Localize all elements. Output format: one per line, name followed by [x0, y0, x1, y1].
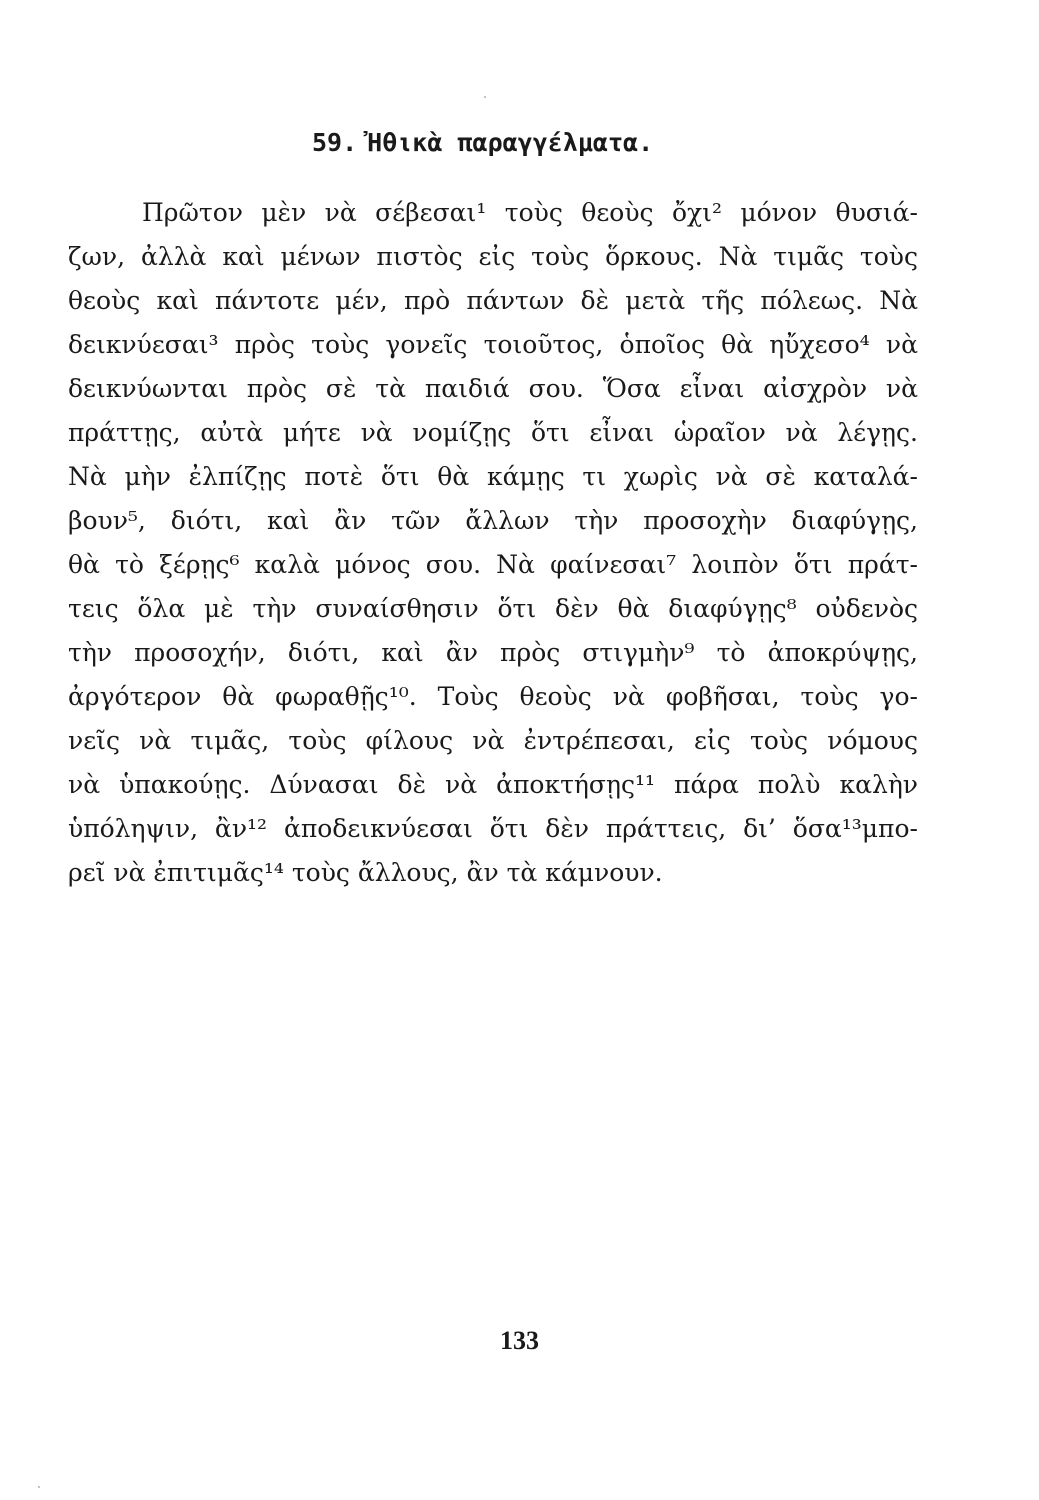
section-title: Ἠθικὰ παραγγέλματα.: [367, 128, 654, 157]
text-line: δεικνύωνται πρὸς σὲ τὰ παιδιά σου. Ὅσα εἶναι αἰσχρὸν νὰ: [68, 374, 918, 403]
text-line: ρεῖ νὰ ἐπιτιμᾶς¹⁴ τοὺς ἄλλους, ἂν τὰ κάμνουν.: [68, 858, 663, 887]
text-line: Νὰ μὴν ἐλπίζῃς ποτὲ ὅτι θὰ κάμῃς τι χωρὶς νὰ σὲ καταλά-: [68, 462, 918, 491]
section-heading: [312, 128, 653, 157]
text-line: ἀργότερον θὰ φωραθῇς¹⁰. Τοὺς θεοὺς νὰ φοβῆσαι, τοὺς γο-: [68, 682, 918, 711]
page-number: 133: [500, 1326, 539, 1355]
section-number: 59.: [312, 128, 358, 157]
text-line: τεις ὅλα μὲ τὴν συναίσθησιν ὅτι δὲν θὰ διαφύγῃς⁸ οὐδενὸς: [68, 594, 918, 623]
text-line: Πρῶτον μὲν νὰ σέβεσαι¹ τοὺς θεοὺς ὄχι² μόνον θυσιά-: [142, 198, 918, 227]
text-line: πράττῃς, αὐτὰ μήτε νὰ νομίζῃς ὅτι εἶναι ὡραῖον νὰ λέγῃς.: [68, 418, 918, 447]
text-line: νεῖς νὰ τιμᾶς, τοὺς φίλους νὰ ἐντρέπεσαι, εἰς τοὺς νόμους: [68, 726, 918, 755]
text-line: νὰ ὑπακούῃς. Δύνασαι δὲ νὰ ἀποκτήσῃς¹¹ πάρα πολὺ καλὴν: [68, 770, 918, 799]
text-line: τὴν προσοχήν, διότι, καὶ ἂν πρὸς στιγμὴν⁹ τὸ ἀποκρύψῃς,: [68, 638, 918, 667]
text-line: ὑπόληψιν, ἂν¹² ἀποδεικνύεσαι ὅτι δὲν πράττεις, δι’ ὅσα¹³μπο-: [68, 814, 918, 843]
text-line: βουν⁵, διότι, καὶ ἂν τῶν ἄλλων τὴν προσοχὴν διαφύγῃς,: [68, 506, 918, 535]
text-line: δεικνύεσαι³ πρὸς τοὺς γονεῖς τοιοῦτος, ὁποῖος θὰ ηὔχεσο⁴ νὰ: [68, 330, 918, 359]
paper-speck: [38, 1486, 40, 1488]
text-line: θεοὺς καὶ πάντοτε μέν, πρὸ πάντων δὲ μετὰ τῆς πόλεως. Νὰ: [68, 286, 918, 315]
text-line: θὰ τὸ ξέρῃς⁶ καλὰ μόνος σου. Νὰ φαίνεσαι⁷ λοιπὸν ὅτι πράτ-: [68, 550, 918, 579]
text-line: ζων, ἀλλὰ καὶ μένων πιστὸς εἰς τοὺς ὅρκους. Νὰ τιμᾶς τοὺς: [68, 242, 918, 271]
paper-speck: [484, 96, 486, 98]
